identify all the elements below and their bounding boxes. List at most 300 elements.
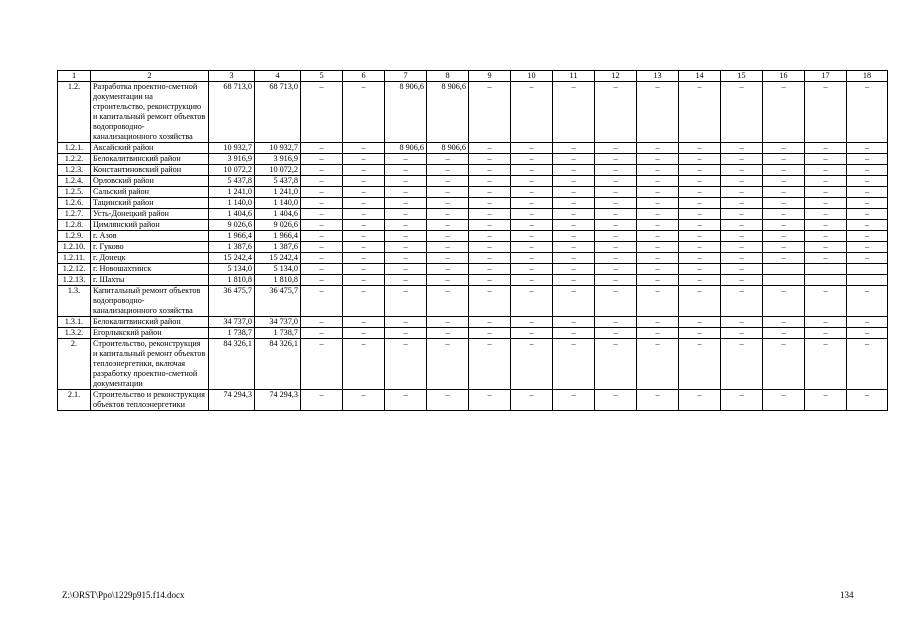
dash-cell: – xyxy=(427,176,469,187)
dash-cell: – xyxy=(469,154,511,165)
dash-cell: – xyxy=(637,275,679,286)
row-name-cell: Строительство, реконструкция и капитальный ремонт объектов теплоэнергетики, включая разработку проектно-сметной документации xyxy=(91,339,209,390)
dash-cell: – xyxy=(595,317,637,328)
dash-cell: – xyxy=(553,264,595,275)
dash-cell: – xyxy=(679,187,721,198)
dash-cell: – xyxy=(721,154,763,165)
dash-cell: – xyxy=(469,242,511,253)
dash-cell: – xyxy=(805,176,847,187)
value-cell: 1 966,4 xyxy=(255,231,301,242)
value-cell: 84 326,1 xyxy=(255,339,301,390)
dash-cell: – xyxy=(469,286,511,317)
dash-cell: – xyxy=(385,317,427,328)
dash-cell: – xyxy=(343,286,385,317)
dash-cell: – xyxy=(595,253,637,264)
dash-cell: – xyxy=(721,165,763,176)
dash-cell: – xyxy=(343,154,385,165)
dash-cell: – xyxy=(637,176,679,187)
row-number-cell: 2. xyxy=(58,339,91,390)
row-name-cell: Орловский район xyxy=(91,176,209,187)
dash-cell: – xyxy=(553,220,595,231)
dash-cell: – xyxy=(343,187,385,198)
dash-cell: – xyxy=(511,187,553,198)
table-row xyxy=(58,209,888,220)
dash-cell: – xyxy=(301,209,343,220)
row-number-cell: 1.3. xyxy=(58,286,91,317)
dash-cell: – xyxy=(721,286,763,317)
value-cell: 1 810,8 xyxy=(209,275,255,286)
dash-cell: – xyxy=(679,390,721,411)
dash-cell: – xyxy=(637,209,679,220)
dash-cell: – xyxy=(679,165,721,176)
dash-cell: – xyxy=(637,286,679,317)
header-cell: 17 xyxy=(805,71,847,82)
dash-cell: – xyxy=(595,231,637,242)
dash-cell: – xyxy=(553,317,595,328)
dash-cell: – xyxy=(595,390,637,411)
dash-cell: – xyxy=(469,220,511,231)
value-cell: 9 026,6 xyxy=(255,220,301,231)
dash-cell: – xyxy=(763,209,805,220)
dash-cell: – xyxy=(427,253,469,264)
dash-cell: – xyxy=(847,165,888,176)
dash-cell: – xyxy=(637,198,679,209)
dash-cell: – xyxy=(301,264,343,275)
dash-cell: – xyxy=(763,154,805,165)
dash-cell: – xyxy=(553,209,595,220)
header-cell: 18 xyxy=(847,71,888,82)
dash-cell: – xyxy=(679,286,721,317)
dash-cell: – xyxy=(847,143,888,154)
dash-cell: – xyxy=(301,253,343,264)
dash-cell: – xyxy=(847,317,888,328)
value-cell: 68 713,0 xyxy=(255,82,301,143)
dash-cell: – xyxy=(679,339,721,390)
dash-cell: – xyxy=(385,220,427,231)
dash-cell: – xyxy=(721,242,763,253)
dash-cell: – xyxy=(679,275,721,286)
dash-cell: – xyxy=(595,220,637,231)
value-cell: 74 294,3 xyxy=(209,390,255,411)
dash-cell: – xyxy=(469,317,511,328)
dash-cell: – xyxy=(847,209,888,220)
dash-cell: – xyxy=(343,165,385,176)
table-row xyxy=(58,390,888,411)
dash-cell: – xyxy=(595,275,637,286)
dash-cell: – xyxy=(553,143,595,154)
dash-cell: – xyxy=(511,231,553,242)
dash-cell: – xyxy=(553,275,595,286)
dash-cell: – xyxy=(721,209,763,220)
dash-cell: – xyxy=(469,275,511,286)
row-name-cell: г. Гуково xyxy=(91,242,209,253)
row-name-cell: Егорлыкский район xyxy=(91,328,209,339)
dash-cell: – xyxy=(385,264,427,275)
value-cell: 10 072,2 xyxy=(209,165,255,176)
dash-cell: – xyxy=(385,390,427,411)
dash-cell: – xyxy=(805,198,847,209)
dash-cell: – xyxy=(427,275,469,286)
dash-cell: – xyxy=(385,209,427,220)
dash-cell: – xyxy=(679,176,721,187)
dash-cell: – xyxy=(679,143,721,154)
dash-cell: – xyxy=(721,82,763,143)
table-row xyxy=(58,231,888,242)
row-number-cell: 1.2.6. xyxy=(58,198,91,209)
header-cell: 11 xyxy=(553,71,595,82)
table-row xyxy=(58,275,888,286)
row-name-cell: Строительство и реконструкция объектов теплоэнергетики xyxy=(91,390,209,411)
dash-cell: – xyxy=(679,209,721,220)
table-row xyxy=(58,264,888,275)
row-name-cell: Усть-Донецкий район xyxy=(91,209,209,220)
dash-cell: – xyxy=(805,143,847,154)
dash-cell: – xyxy=(595,328,637,339)
value-cell: 3 916,9 xyxy=(255,154,301,165)
dash-cell: – xyxy=(301,220,343,231)
dash-cell: – xyxy=(301,187,343,198)
dash-cell: – xyxy=(553,390,595,411)
dash-cell: – xyxy=(427,264,469,275)
dash-cell: – xyxy=(427,187,469,198)
dash-cell: – xyxy=(301,317,343,328)
dash-cell: – xyxy=(385,286,427,317)
dash-cell: – xyxy=(595,154,637,165)
dash-cell: – xyxy=(427,390,469,411)
row-number-cell: 1.2.4. xyxy=(58,176,91,187)
row-name-cell: г. Азов xyxy=(91,231,209,242)
dash-cell: – xyxy=(805,253,847,264)
dash-cell: – xyxy=(721,339,763,390)
value-cell: 1 738,7 xyxy=(255,328,301,339)
dash-cell: – xyxy=(511,176,553,187)
row-number-cell: 1.2.1. xyxy=(58,143,91,154)
value-cell: 1 404,6 xyxy=(255,209,301,220)
row-name-cell: Разработка проектно-сметной документации на строительство, реконструкцию и капитальный ремонт объектов водопроводно-канализационного хозяйства xyxy=(91,82,209,143)
dash-cell: – xyxy=(763,390,805,411)
dash-cell: – xyxy=(343,198,385,209)
dash-cell: – xyxy=(595,209,637,220)
dash-cell: – xyxy=(595,242,637,253)
table-row xyxy=(58,187,888,198)
dash-cell: – xyxy=(343,328,385,339)
dash-cell: – xyxy=(637,264,679,275)
dash-cell: – xyxy=(679,242,721,253)
value-cell: 1 966,4 xyxy=(209,231,255,242)
dash-cell: – xyxy=(595,165,637,176)
header-cell: 12 xyxy=(595,71,637,82)
dash-cell: – xyxy=(301,154,343,165)
dash-cell: – xyxy=(805,390,847,411)
dash-cell: – xyxy=(469,82,511,143)
row-number-cell: 1.2.11. xyxy=(58,253,91,264)
dash-cell: – xyxy=(553,286,595,317)
dash-cell: – xyxy=(427,242,469,253)
table-row xyxy=(58,328,888,339)
row-name-cell: Капитальный ремонт объектов водопроводно-канализационного хозяйства xyxy=(91,286,209,317)
dash-cell: – xyxy=(385,176,427,187)
dash-cell: – xyxy=(805,165,847,176)
value-cell: 84 326,1 xyxy=(209,339,255,390)
dash-cell: – xyxy=(511,198,553,209)
dash-cell: – xyxy=(469,187,511,198)
dash-cell: – xyxy=(469,339,511,390)
value-cell: 36 475,7 xyxy=(255,286,301,317)
dash-cell: – xyxy=(343,275,385,286)
value-cell: 1 241,0 xyxy=(255,187,301,198)
dash-cell: – xyxy=(721,187,763,198)
dash-cell xyxy=(847,275,888,286)
header-cell: 9 xyxy=(469,71,511,82)
row-number-cell: 1.2.12. xyxy=(58,264,91,275)
dash-cell: – xyxy=(343,82,385,143)
table-row xyxy=(58,154,888,165)
row-number-cell: 1.2.2. xyxy=(58,154,91,165)
dash-cell: – xyxy=(847,339,888,390)
header-cell: 16 xyxy=(763,71,805,82)
header-cell: 3 xyxy=(209,71,255,82)
dash-cell: – xyxy=(511,165,553,176)
dash-cell: – xyxy=(385,187,427,198)
row-number-cell: 1.2.9. xyxy=(58,231,91,242)
dash-cell: – xyxy=(343,176,385,187)
dash-cell: – xyxy=(427,339,469,390)
value-cell: 5 134,0 xyxy=(209,264,255,275)
dash-cell: – xyxy=(721,253,763,264)
dash-cell: – xyxy=(301,328,343,339)
dash-cell: – xyxy=(385,165,427,176)
table-row xyxy=(58,339,888,390)
value-cell: 1 810,8 xyxy=(255,275,301,286)
dash-cell: – xyxy=(847,82,888,143)
dash-cell: – xyxy=(763,82,805,143)
dash-cell: – xyxy=(427,154,469,165)
row-number-cell: 1.3.1. xyxy=(58,317,91,328)
dash-cell: – xyxy=(595,264,637,275)
dash-cell: – xyxy=(553,187,595,198)
dash-cell: – xyxy=(721,275,763,286)
dash-cell: – xyxy=(679,317,721,328)
dash-cell: – xyxy=(847,286,888,317)
value-cell: 1 387,6 xyxy=(255,242,301,253)
dash-cell: – xyxy=(385,242,427,253)
value-cell: 1 140,0 xyxy=(209,198,255,209)
dash-cell: – xyxy=(637,231,679,242)
row-number-cell: 1.2.13. xyxy=(58,275,91,286)
header-cell: 6 xyxy=(343,71,385,82)
dash-cell: – xyxy=(385,231,427,242)
dash-cell: – xyxy=(343,339,385,390)
dash-cell: – xyxy=(847,253,888,264)
dash-cell: – xyxy=(805,231,847,242)
value-cell: 5 437,8 xyxy=(255,176,301,187)
dash-cell: – xyxy=(721,328,763,339)
header-cell: 10 xyxy=(511,71,553,82)
table-row xyxy=(58,143,888,154)
dash-cell: – xyxy=(511,220,553,231)
header-cell: 4 xyxy=(255,71,301,82)
value-cell: 15 242,4 xyxy=(255,253,301,264)
dash-cell: – xyxy=(427,220,469,231)
dash-cell: – xyxy=(469,253,511,264)
dash-cell: – xyxy=(385,275,427,286)
dash-cell xyxy=(805,264,847,275)
dash-cell: – xyxy=(847,231,888,242)
dash-cell: – xyxy=(469,328,511,339)
row-number-cell: 1.2.5. xyxy=(58,187,91,198)
header-cell: 13 xyxy=(637,71,679,82)
dash-cell: – xyxy=(637,143,679,154)
dash-cell: – xyxy=(469,209,511,220)
row-number-cell: 1.2.3. xyxy=(58,165,91,176)
dash-cell: – xyxy=(385,253,427,264)
value-cell: 10 072,2 xyxy=(255,165,301,176)
row-number-cell: 2.1. xyxy=(58,390,91,411)
dash-cell: – xyxy=(595,187,637,198)
dash-cell: – xyxy=(301,339,343,390)
row-number-cell: 1.2. xyxy=(58,82,91,143)
dash-cell: – xyxy=(721,220,763,231)
dash-cell: – xyxy=(721,317,763,328)
row-number-cell: 1.3.2. xyxy=(58,328,91,339)
value-cell: 10 932,7 xyxy=(255,143,301,154)
dash-cell: – xyxy=(595,198,637,209)
header-cell: 1 xyxy=(58,71,91,82)
row-number-cell: 1.2.7. xyxy=(58,209,91,220)
dash-cell: – xyxy=(511,253,553,264)
dash-cell: – xyxy=(805,317,847,328)
dash-cell: – xyxy=(301,275,343,286)
table-row xyxy=(58,165,888,176)
table-row xyxy=(58,82,888,143)
dash-cell xyxy=(763,264,805,275)
dash-cell: – xyxy=(553,176,595,187)
dash-cell: – xyxy=(637,253,679,264)
dash-cell: – xyxy=(343,220,385,231)
dash-cell: – xyxy=(343,231,385,242)
dash-cell: – xyxy=(511,390,553,411)
header-cell: 15 xyxy=(721,71,763,82)
dash-cell: – xyxy=(847,242,888,253)
row-name-cell: Тацинский район xyxy=(91,198,209,209)
dash-cell: – xyxy=(763,187,805,198)
dash-cell: – xyxy=(763,242,805,253)
value-cell: 15 242,4 xyxy=(209,253,255,264)
dash-cell: – xyxy=(805,328,847,339)
dash-cell: – xyxy=(511,82,553,143)
dash-cell: – xyxy=(553,339,595,390)
dash-cell: – xyxy=(301,390,343,411)
header-cell: 5 xyxy=(301,71,343,82)
row-name-cell: Белокалитвинский район xyxy=(91,317,209,328)
dash-cell: – xyxy=(301,176,343,187)
dash-cell: – xyxy=(553,154,595,165)
dash-cell: – xyxy=(427,231,469,242)
value-cell: 5 437,8 xyxy=(209,176,255,187)
row-name-cell: Сальский район xyxy=(91,187,209,198)
value-cell: 1 404,6 xyxy=(209,209,255,220)
dash-cell: – xyxy=(637,339,679,390)
dash-cell: – xyxy=(427,209,469,220)
dash-cell: – xyxy=(301,82,343,143)
dash-cell: – xyxy=(679,231,721,242)
dash-cell: – xyxy=(679,328,721,339)
table-row xyxy=(58,176,888,187)
value-cell: 74 294,3 xyxy=(255,390,301,411)
dash-cell: – xyxy=(553,253,595,264)
dash-cell: – xyxy=(469,176,511,187)
dash-cell: – xyxy=(847,390,888,411)
dash-cell: – xyxy=(469,198,511,209)
dash-cell: – xyxy=(763,220,805,231)
dash-cell: – xyxy=(469,165,511,176)
dash-cell: – xyxy=(805,187,847,198)
dash-cell: – xyxy=(469,143,511,154)
dash-cell: – xyxy=(511,339,553,390)
dash-cell: – xyxy=(805,242,847,253)
dash-cell: – xyxy=(679,253,721,264)
dash-cell: – xyxy=(343,264,385,275)
data-table xyxy=(57,70,888,411)
dash-cell: – xyxy=(721,198,763,209)
dash-cell: – xyxy=(679,198,721,209)
header-cell: 14 xyxy=(679,71,721,82)
value-cell: 1 738,7 xyxy=(209,328,255,339)
dash-cell: – xyxy=(385,154,427,165)
dash-cell: – xyxy=(343,253,385,264)
dash-cell: – xyxy=(511,286,553,317)
dash-cell: – xyxy=(595,176,637,187)
dash-cell: – xyxy=(847,154,888,165)
dash-cell: – xyxy=(469,231,511,242)
table-body xyxy=(58,71,888,411)
dash-cell: – xyxy=(721,231,763,242)
header-cell: 7 xyxy=(385,71,427,82)
dash-cell: – xyxy=(679,154,721,165)
dash-cell: – xyxy=(763,165,805,176)
dash-cell: – xyxy=(553,328,595,339)
dash-cell: – xyxy=(469,264,511,275)
dash-cell: – xyxy=(553,165,595,176)
value-cell: 5 134,0 xyxy=(255,264,301,275)
dash-cell: – xyxy=(511,264,553,275)
dash-cell: – xyxy=(511,209,553,220)
dash-cell: – xyxy=(511,154,553,165)
dash-cell: – xyxy=(805,154,847,165)
dash-cell: – xyxy=(805,286,847,317)
dash-cell: – xyxy=(763,286,805,317)
dash-cell: – xyxy=(805,82,847,143)
page-number: 134 xyxy=(840,590,854,600)
table-row xyxy=(58,198,888,209)
dash-cell: – xyxy=(763,253,805,264)
dash-cell: – xyxy=(847,187,888,198)
row-name-cell: г. Донецк xyxy=(91,253,209,264)
row-name-cell: Цимлянский район xyxy=(91,220,209,231)
dash-cell: – xyxy=(637,165,679,176)
dash-cell: – xyxy=(427,286,469,317)
dash-cell: – xyxy=(721,390,763,411)
dash-cell: – xyxy=(721,264,763,275)
dash-cell: – xyxy=(427,328,469,339)
dash-cell: – xyxy=(679,220,721,231)
dash-cell: – xyxy=(469,390,511,411)
value-cell: 1 387,6 xyxy=(209,242,255,253)
dash-cell: – xyxy=(343,242,385,253)
table-row xyxy=(58,253,888,264)
dash-cell: – xyxy=(763,176,805,187)
dash-cell: – xyxy=(301,286,343,317)
